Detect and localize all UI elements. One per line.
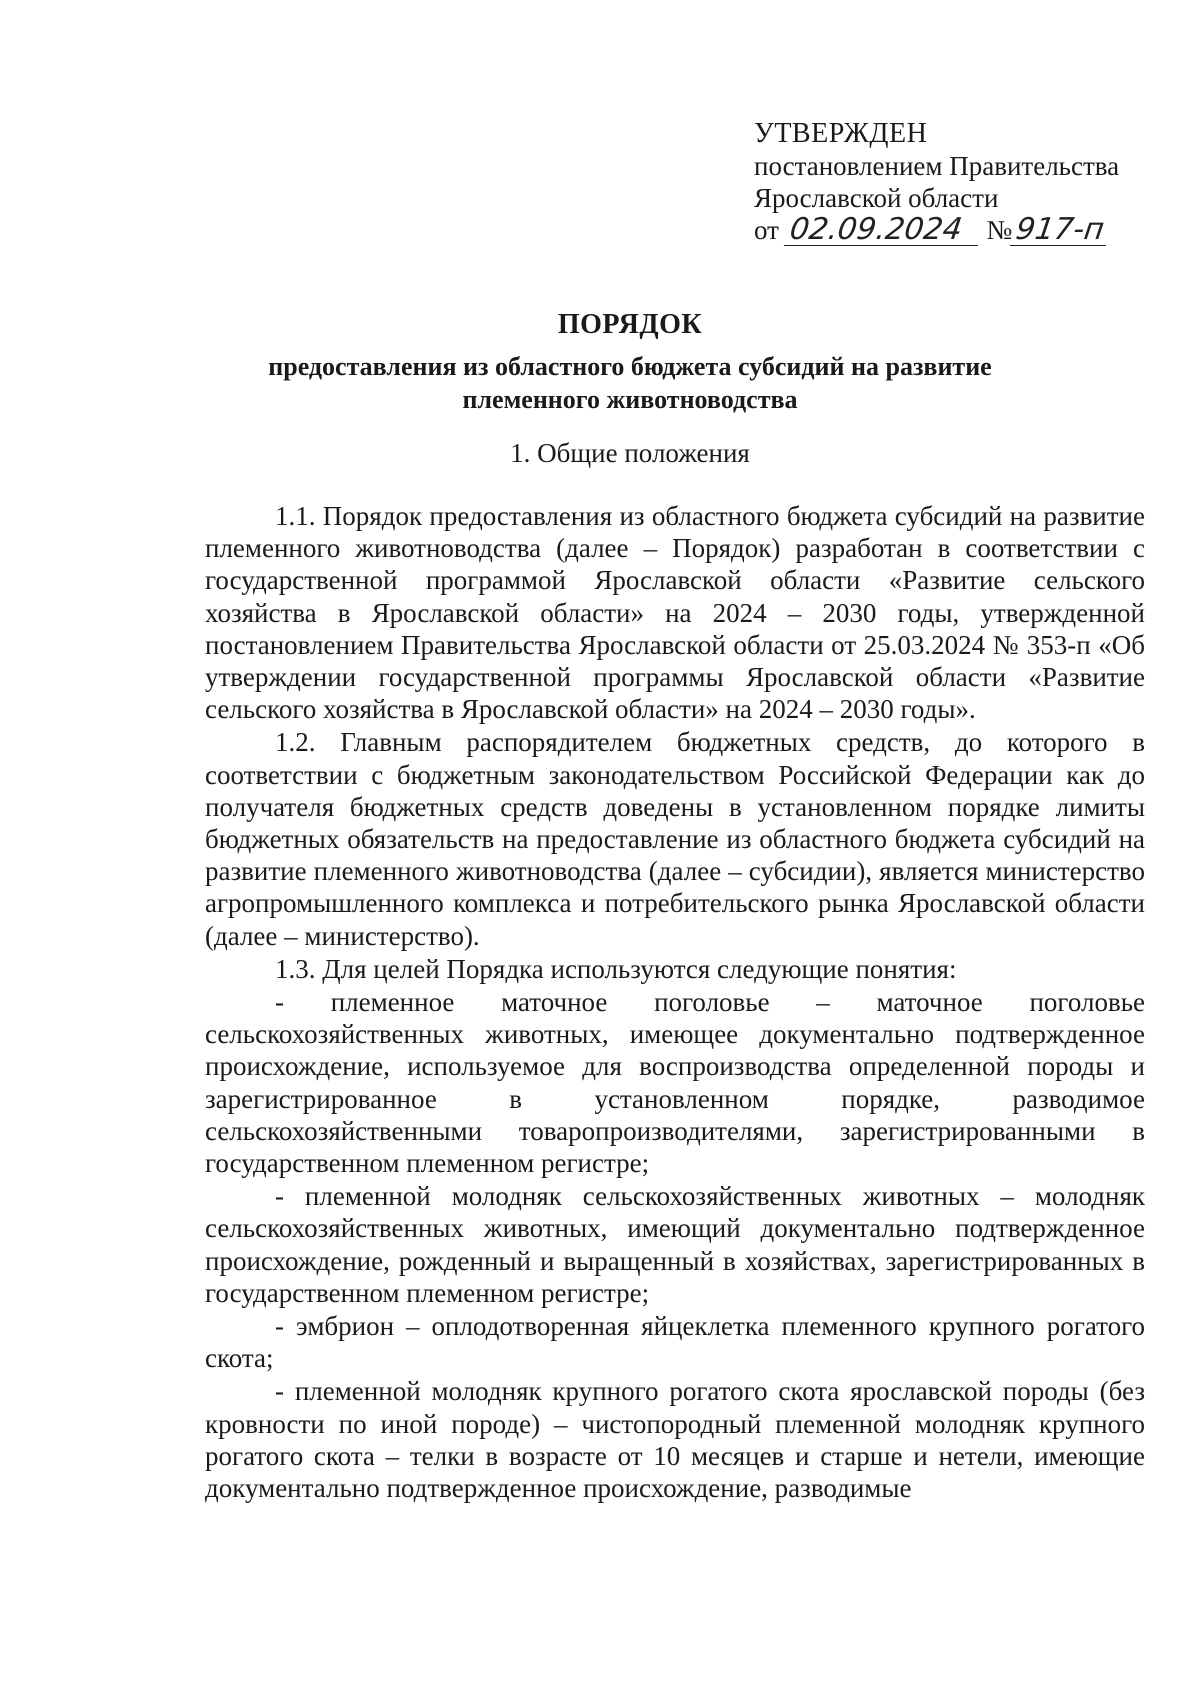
paragraph-1-3: 1.3. Для целей Порядка используются следующие понятия: [275,953,957,984]
definition-breeding-stock: - племенное маточное поголовье – маточное поголовье сельскохозяйственных животных, имеющее документально подтвержденное происхождение, используемое для воспроизводства определенной породы и зарегистрированное в установленном порядке, разводимое сельскохозяйственными товаропроизводителями, зарегистрированными в государственном племенном регистре; [205,987,1145,1179]
document-body [205,500,1145,1504]
document-title [200,308,1060,416]
paragraph-1-2: 1.2. Главным распорядителем бюджетных средств, до которого в соответствии с бюджетным законодательством Российской Федерации как до получателя бюджетных средств доведены в установленном порядке лимиты бюджетных обязательств на предоставление из областного бюджета субсидий на развитие племенного животноводства (далее – субсидии), является министерство агропромышленного комплекса и потребительского рынка Ярославской области (далее – министерство). [205,727,1145,951]
from-prefix: от [754,215,779,245]
definition-young-stock: - племенной молодняк сельскохозяйственных животных – молодняк сельскохозяйственных животных, имеющий документально подтвержденное происхождение, рожденный и выращенный в хозяйствах, зарегистрированных в государственном племенном регистре; [205,1181,1145,1308]
definition-embryo: - эмбрион – оплодотворенная яйцеклетка племенного крупного рогатого скота; [205,1311,1145,1374]
definition-yaroslavl-breed: - племенной молодняк крупного рогатого скота ярославской породы (без кровности по иной породе) – чистопородный племенной молодняк крупного рогатого скота – телки в возрасте от 10 месяцев и старше и нетели, имеющие документально подтвержденное происхождение, разводимые [205,1376,1145,1504]
number-prefix: № [986,215,1013,245]
section-heading: 1. Общие положения [510,438,750,468]
approval-block [754,118,1119,246]
title-main: ПОРЯДОК [557,309,703,340]
approval-line-decree: постановлением Правительства [754,151,1120,181]
approval-stamp: УТВЕРЖДЕН [754,118,928,149]
paragraph-1-1: 1.1. Порядок предоставления из областного бюджета субсидий на развитие племенного животноводства (далее – Порядок) разработан в соответствии с государственной программой Ярославской области «Развитие сельского хозяйства в Ярославской области» на 2024 – 2030 годы, утвержденной постановлением Правительства Ярославской области от 25.03.2024 № 353-п «Об утверждении государственной программы Ярославской области «Развитие сельского хозяйства в Ярославской области» на 2024 – 2030 годы». [205,501,1145,725]
title-subtitle: предоставления из областного бюджета субсидий на развитие племенного животноводства [268,352,992,414]
handwritten-date: 02.09.2024 [784,215,982,246]
approval-date-number-line [754,214,1119,246]
approval-line-region: Ярославской области [754,183,999,213]
handwritten-number: 917-п [1010,215,1110,246]
